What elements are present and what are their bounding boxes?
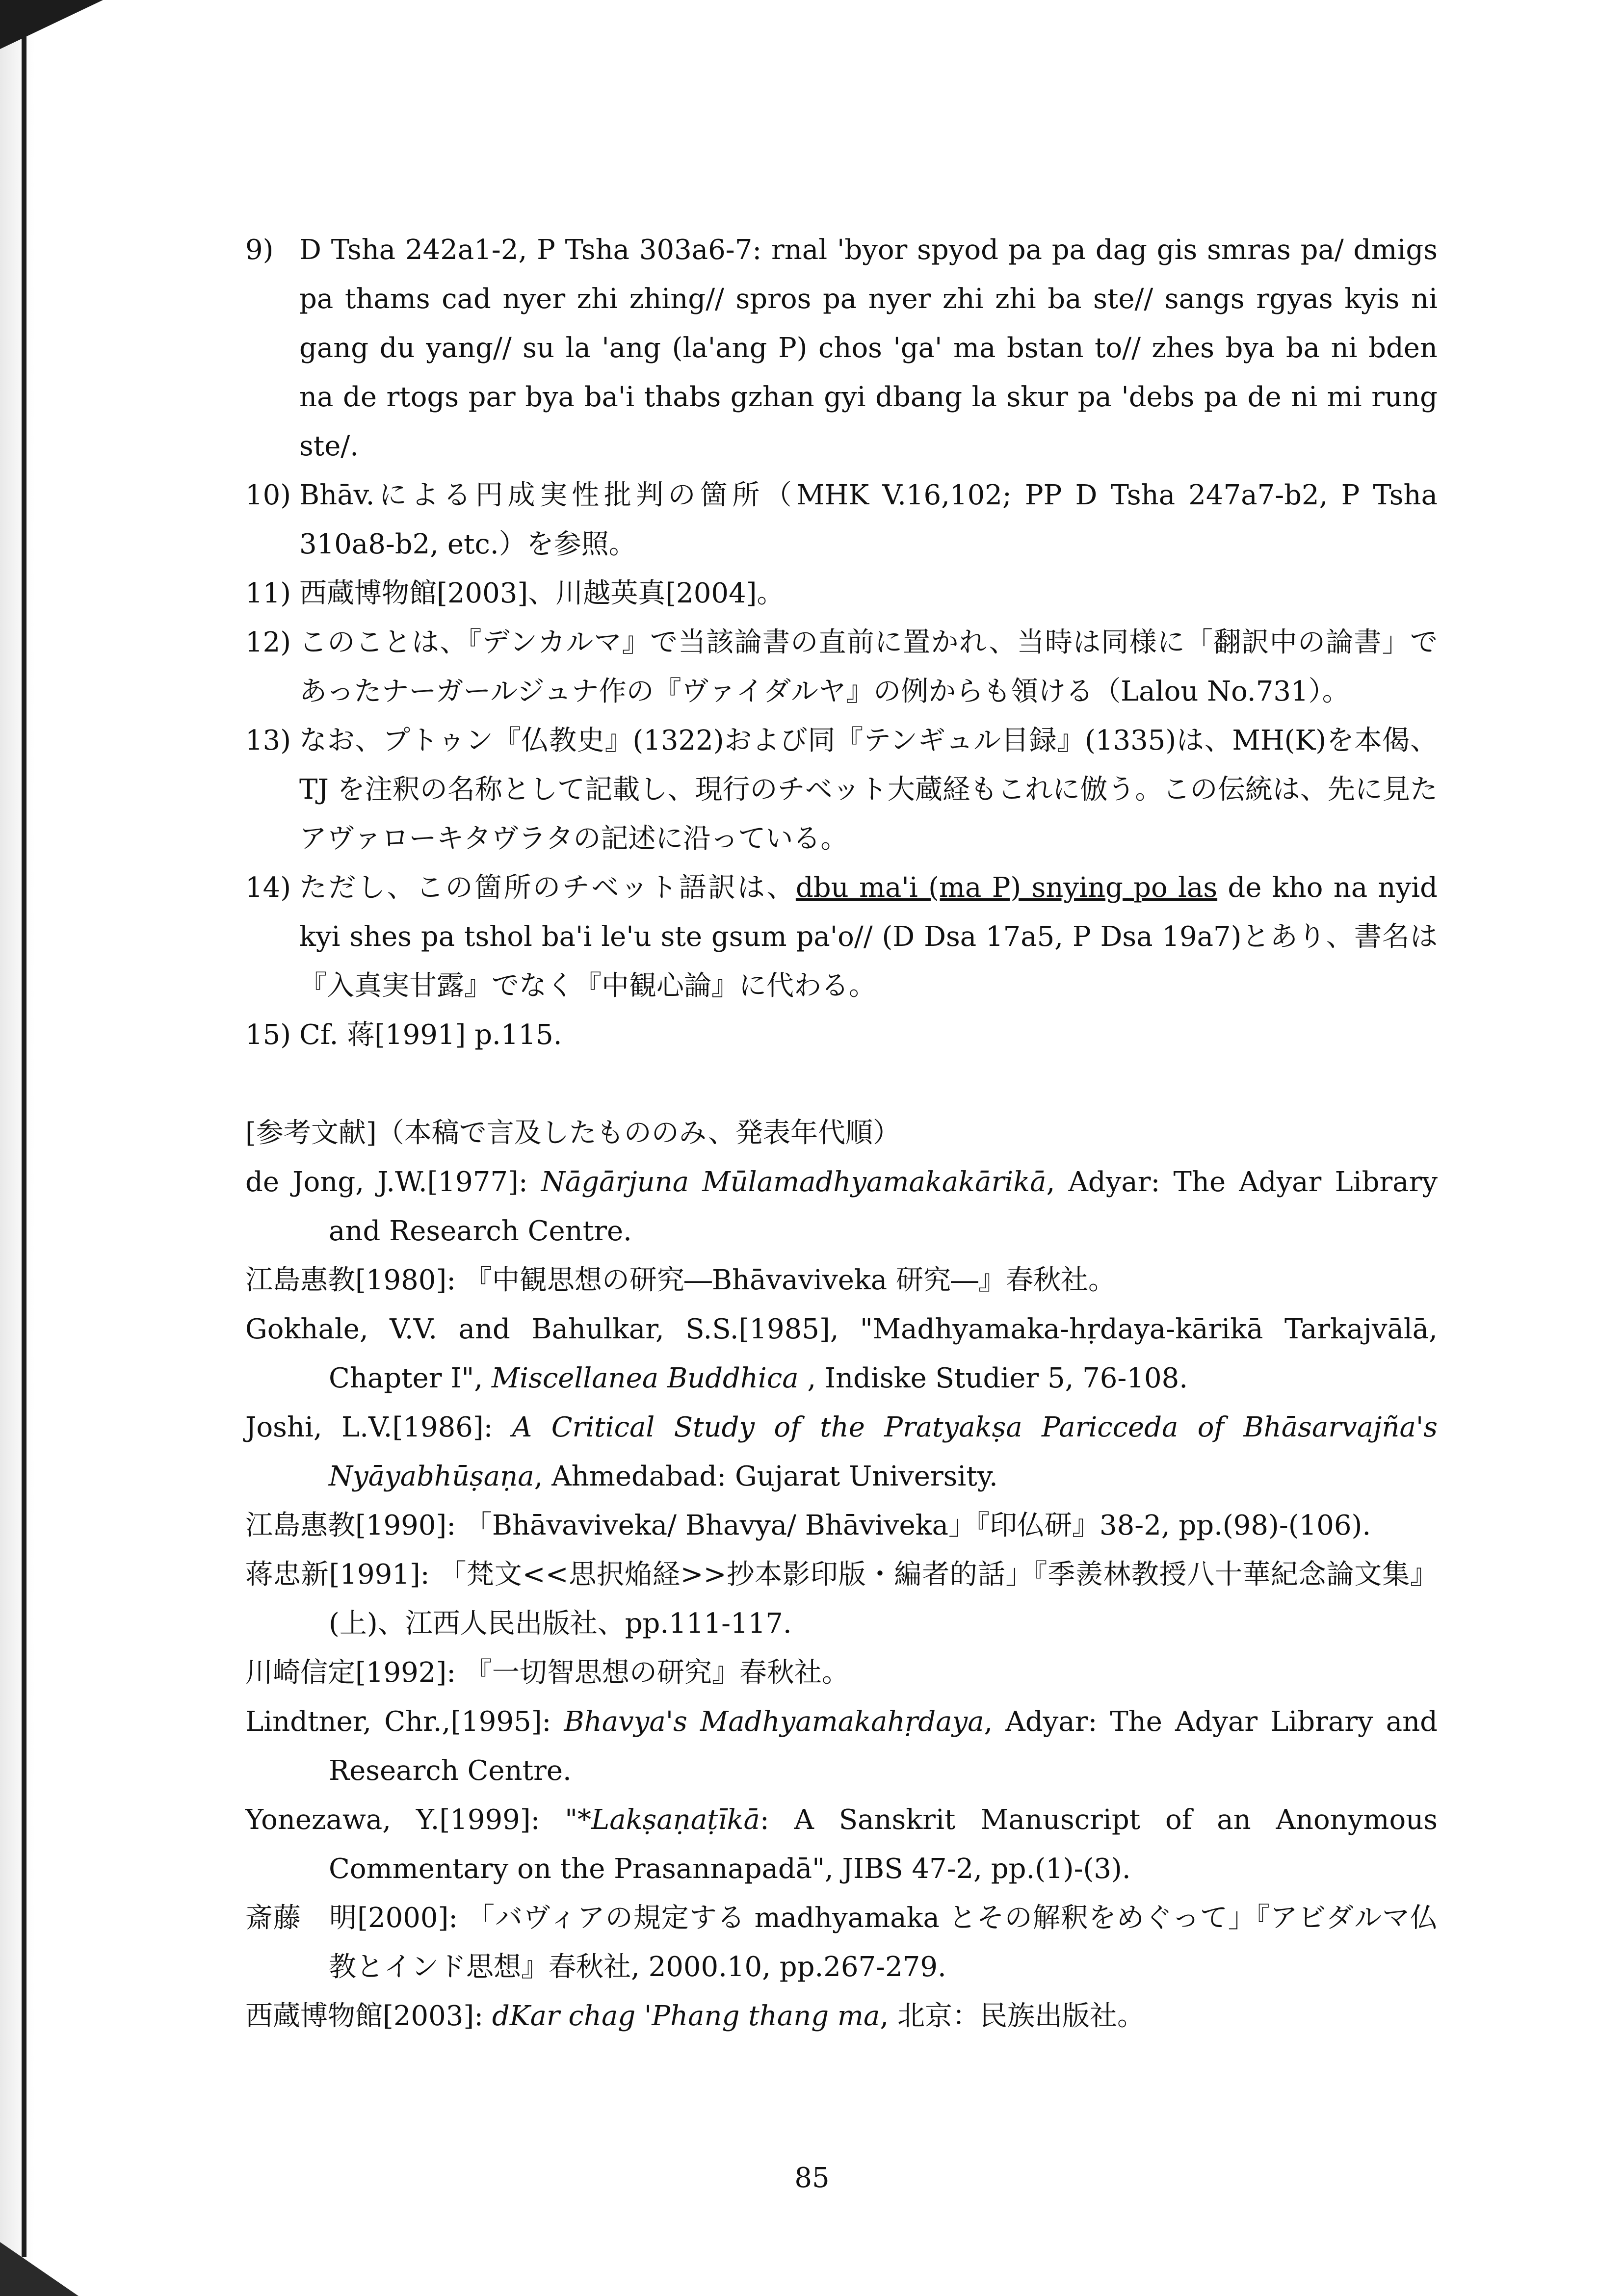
ref-rest: , 北京：民族出版社。 [880,2000,1145,2032]
endnote-number: 9) [245,234,274,266]
bibliography-entry [245,1403,1438,1501]
bibliography-entry [245,1256,1438,1305]
ref-author: Gokhale, V.V. and Bahulkar, S.S.[1985], [245,1313,861,1345]
ref-pre: "* [565,1804,592,1836]
bibliography-entry [245,1697,1438,1796]
bibliography-entry [245,1501,1438,1550]
scan-corner-top [0,0,103,49]
scan-corner-bottom [0,2242,79,2296]
scan-binding-line [22,20,26,2257]
endnote-text: このことは、『デンカルマ』で当該論書の直前に置かれ、当時は同様に「翻訳中の論書」であったナーガールジュナ作の『ヴァイダルヤ』の例からも領ける（Lalou No.731）。 [299,626,1438,707]
endnote-number: 11) [245,577,291,609]
endnote-underlined-text: dbu ma'i (ma P) snying po las [795,872,1218,904]
endnote [245,1011,1438,1060]
bibliography-heading: [参考文献]（本稿で言及したもののみ、発表年代順） [245,1117,901,1149]
ref-title: dKar chag 'Phang thang ma [492,2000,880,2032]
ref-rest: , Adyar: The Adyar Library and Research Centre. [329,1166,1438,1247]
bibliography-entry [245,1305,1438,1403]
endnote-text: Cf. 蒋[1991] p.115. [299,1019,562,1051]
bibliography-entry [245,1894,1438,1992]
ref-title: Bhavya's Madhyamakahṛdaya [564,1706,984,1738]
ref-rest: 「Bhāvaviveka/ Bhavya/ Bhāviveka」『印仏研』38-2, pp.(98)-(106). [464,1510,1371,1541]
endnote-number: 10) [245,479,291,511]
endnote-number: 14) [245,872,291,904]
ref-author: 江島惠教[1980]: [245,1264,465,1296]
endnote [245,471,1438,569]
ref-title: Nāgārjuna Mūlamadhyamakakārikā [541,1166,1047,1198]
bibliography-entry [245,1648,1438,1697]
ref-author: Lindtner, Chr.,[1995]: [245,1706,564,1738]
ref-rest: , Ahmedabad: Gujarat University. [534,1461,998,1492]
endnote [245,716,1438,863]
ref-author: 斎藤 明[2000]: [245,1902,467,1934]
ref-rest: , Adyar: The Adyar Library and Research Centre. [329,1706,1438,1787]
bibliography-list [245,1158,1438,2041]
endnote [245,569,1438,618]
ref-author: 江島惠教[1990]: [245,1510,465,1541]
bibliography-entry [245,1550,1438,1648]
ref-rest: 「バヴィアの規定する madhyamaka とその解釈をめぐって」『アビダルマ仏教とインド思想』春秋社, 2000.10, pp.267-279. [329,1902,1438,1983]
bibliography-entry [245,1158,1438,1256]
endnote-text: Bhāv.による円成実性批判の箇所（MHK V.16,102; PP D Tsha 247a7-b2, P Tsha 310a8-b2, etc.）を参照。 [299,479,1438,560]
ref-rest: : A Sanskrit Manuscript of an Anonymous Commentary on the Prasannapadā", JIBS 47-2, pp.(1)-(3). [329,1804,1438,1885]
endnotes [245,226,1438,1060]
bibliography-entry [245,1796,1438,1894]
ref-rest: , Indiske Studier 5, 76-108. [798,1362,1188,1394]
endnote [245,863,1438,1011]
endnote-text: 西蔵博物館[2003]、川越英真[2004]。 [299,577,785,609]
ref-author: de Jong, J.W.[1977]: [245,1166,541,1198]
page-number: 85 [794,2162,830,2194]
ref-title: Miscellanea Buddhica [491,1362,799,1394]
endnote [245,226,1438,471]
endnote-text-after: de kho na nyid kyi shes pa tshol ba'i le'u ste gsum pa'o// (D Dsa 17a5, P Dsa 19a7)とあり、書名は『入真実甘露』でなく『中観心論』に代わる。 [299,872,1438,1002]
endnote-text: なお、プトゥン『仏教史』(1322)および同『テンギュル目録』(1335)は、MH(K)を本偈、TJ を注釈の名称として記載し、現行のチベット大蔵経もこれに倣う。この伝統は、先に見たアヴァローキタヴラタの記述に沿っている。 [299,725,1438,855]
endnote-number: 12) [245,626,291,658]
ref-author: 西蔵博物館[2003]: [245,2000,492,2032]
ref-author: 川崎信定[1992]: [245,1657,465,1689]
ref-title: Lakṣaṇaṭīkā [591,1804,760,1836]
bibliography-entry [245,1992,1438,2041]
ref-rest: 『中観思想の研究―Bhāvaviveka 研究―』春秋社。 [464,1264,1116,1296]
ref-author: Yonezawa, Y.[1999]: [245,1804,565,1836]
ref-author: 蒋忠新[1991]: [245,1559,439,1591]
endnote-number: 13) [245,725,291,757]
endnote-number: 15) [245,1019,291,1051]
ref-rest: 『一切智思想の研究』春秋社。 [464,1657,849,1689]
page-content [245,226,1438,2041]
ref-rest: 「梵文<<思択焔経>>抄本影印版・編者的話」『季羨林教授八十華紀念論文集』(上)、江西人民出版社、pp.111-117. [329,1559,1438,1640]
ref-author: Joshi, L.V.[1986]: [245,1411,512,1443]
endnote-text: D Tsha 242a1-2, P Tsha 303a6-7: rnal 'byor spyod pa pa dag gis smras pa/ dmigs pa thams cad nyer zhi zhing// spros pa nyer zhi zhi ba ste// sangs rgyas kyis ni gang du yang// su la 'ang (la'ang P) chos 'ga' ma bstan to// zhes bya ba ni bden na de rtogs par bya ba'i thabs gzhan gyi dbang la skur pa 'debs pa de ni mi rung ste/. [299,234,1438,462]
endnote [245,618,1438,716]
endnote-text-before: ただし、この箇所のチベット語訳は、 [299,872,796,904]
ref-pre: "Madhyamaka-hṛdaya-kārikā Tarkajvālā, Chapter I", [329,1313,1438,1394]
ref-title: A Critical Study of the Pratyakṣa Paricceda of Bhāsarvajña's Nyāyabhūṣaṇa [329,1411,1438,1492]
scan-binding-shadow [0,0,34,2296]
